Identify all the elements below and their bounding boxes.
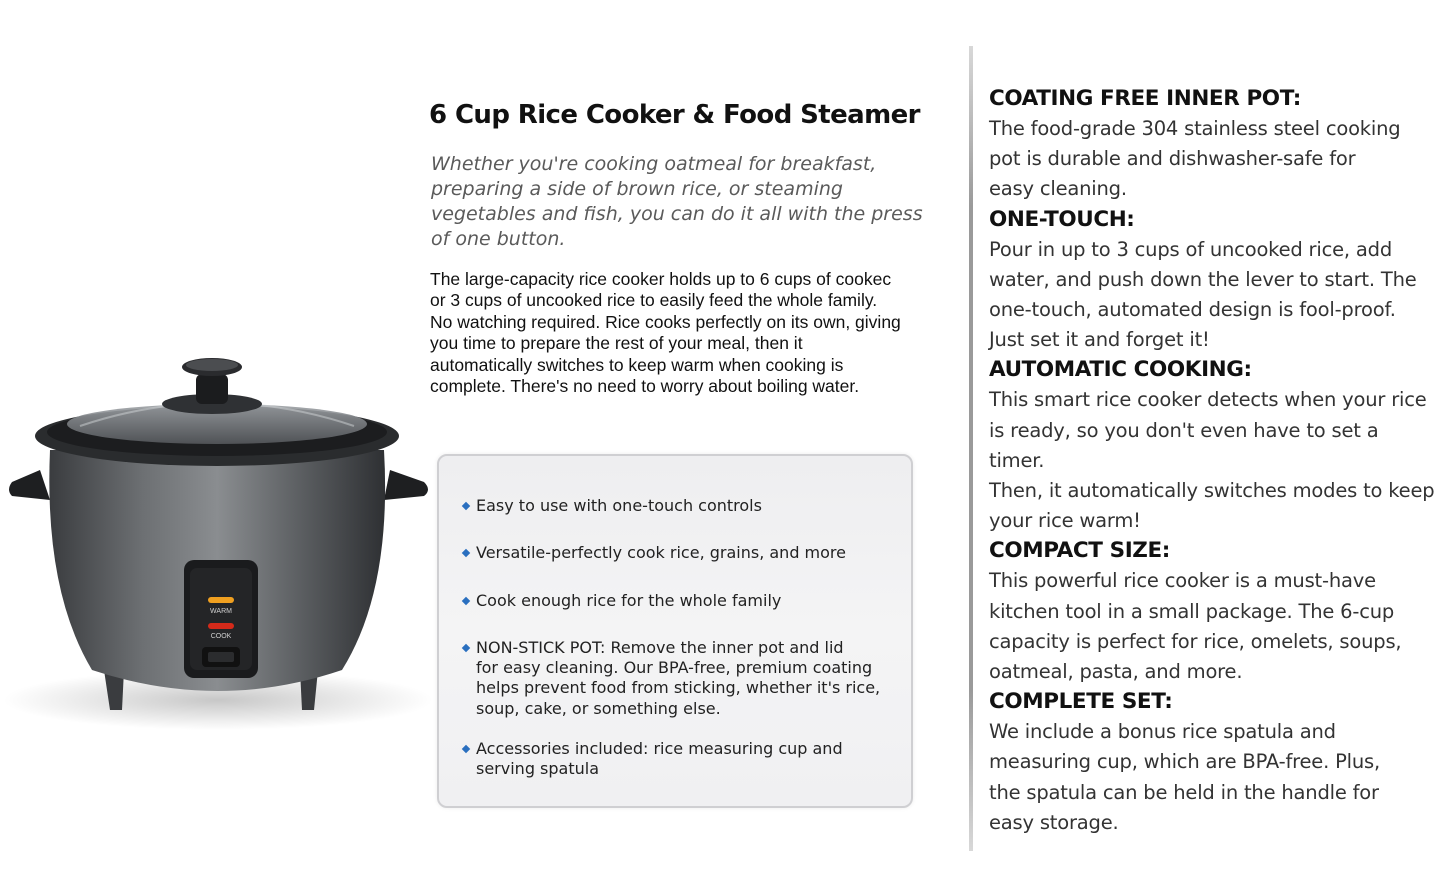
section-automatic-cooking <box>989 355 1439 536</box>
rice-cooker-image <box>0 340 440 740</box>
diamond-bullet-icon <box>462 502 470 510</box>
section-line: We include a bonus rice spatula and <box>989 720 1336 744</box>
section-body <box>989 385 1439 536</box>
feature-text: soup, cake, or something else. <box>476 698 721 718</box>
section-line: Then, it automatically switches modes to keep <box>989 479 1435 503</box>
description-line: you time to prepare the rest of your meal, then it <box>430 333 803 354</box>
intro-line: Whether you're cooking oatmeal for breakfast, <box>431 153 877 175</box>
section-one-touch <box>989 205 1439 356</box>
section-line: the spatula can be held in the handle for <box>989 780 1379 804</box>
section-heading: COATING FREE INNER POT: <box>989 86 1301 111</box>
feature-text: Accessories included: rice measuring cup and <box>476 739 843 759</box>
section-line: easy cleaning. <box>989 177 1127 201</box>
feature-text: Cook enough rice for the whole family <box>476 590 782 610</box>
section-heading: AUTOMATIC COOKING: <box>989 357 1252 383</box>
feature-text: Versatile-perfectly cook rice, grains, and more <box>476 543 846 563</box>
feature-item <box>461 638 901 719</box>
feature-item <box>461 739 901 780</box>
section-line: Just set it and forget it! <box>989 328 1210 352</box>
feature-text: serving spatula <box>476 759 600 779</box>
section-body <box>989 114 1439 205</box>
feature-item <box>461 543 901 563</box>
description-line: The large-capacity rice cooker holds up to 6 cups of cookec <box>430 269 892 289</box>
feature-text: for easy cleaning. Our BPA-free, premium coating <box>476 658 873 678</box>
feature-sections <box>989 84 1439 838</box>
diamond-bullet-icon <box>462 745 470 753</box>
column-divider <box>969 46 973 851</box>
features-list <box>461 496 901 807</box>
feature-text: Easy to use with one-touch controls <box>476 496 762 515</box>
section-heading: COMPLETE SET: <box>989 689 1173 715</box>
section-line: Pour in up to 3 cups of uncooked rice, add <box>989 237 1392 261</box>
section-line: is ready, so you don't even have to set a timer. <box>989 418 1379 472</box>
section-line: This smart rice cooker detects when your rice <box>989 388 1427 412</box>
description-line: No watching required. Rice cooks perfectly on its own, giving <box>430 311 901 332</box>
section-line: water, and push down the lever to start. The <box>989 267 1417 291</box>
intro-line: vegetables and fish, you can do it all with the press <box>431 203 923 225</box>
intro-paragraph <box>431 152 951 252</box>
description-line: complete. There's no need to worry about boiling water. <box>430 376 860 397</box>
feature-item <box>461 591 901 611</box>
page-title: 6 Cup Rice Cooker & Food Steamer <box>429 100 920 130</box>
feature-text: helps prevent food from sticking, whether it's rice, <box>476 678 881 698</box>
description-paragraph <box>430 269 965 397</box>
cook-label: COOK <box>210 633 232 640</box>
section-body <box>989 717 1439 838</box>
diamond-bullet-icon <box>462 644 470 652</box>
features-box <box>437 454 913 808</box>
description-line: automatically switches to keep warm when cooking is <box>430 354 844 375</box>
diamond-bullet-icon <box>462 596 470 604</box>
section-line: measuring cup, which are BPA-free. Plus, <box>989 750 1380 774</box>
feature-item <box>461 496 901 516</box>
section-line: This powerful rice cooker is a must-have <box>989 569 1376 593</box>
section-line: one-touch, automated design is fool-proof. <box>989 298 1396 322</box>
section-heading: ONE-TOUCH: <box>989 206 1135 232</box>
description-line: or 3 cups of uncooked rice to easily feed the whole family. <box>430 290 878 311</box>
intro-line: preparing a side of brown rice, or steaming <box>431 178 843 200</box>
section-body <box>989 566 1439 687</box>
intro-line: of one button. <box>431 228 566 250</box>
section-line: capacity is perfect for rice, omelets, soups, <box>989 629 1402 653</box>
warm-label: WARM <box>210 608 232 615</box>
section-line: The food-grade 304 stainless steel cooking <box>989 117 1401 140</box>
section-compact-size <box>989 536 1439 687</box>
section-complete-set <box>989 687 1439 838</box>
section-line: pot is durable and dishwasher-safe for <box>989 147 1356 171</box>
section-line: easy storage. <box>989 810 1119 834</box>
feature-text: NON-STICK POT: Remove the inner pot and lid <box>476 637 844 657</box>
section-line: your rice warm! <box>989 509 1141 533</box>
section-heading: COMPACT SIZE: <box>989 538 1170 564</box>
section-line: kitchen tool in a small package. The 6-cup <box>989 599 1395 623</box>
section-line: oatmeal, pasta, and more. <box>989 660 1243 684</box>
section-coating-free <box>989 84 1439 205</box>
diamond-bullet-icon <box>462 549 470 557</box>
section-body <box>989 235 1439 356</box>
